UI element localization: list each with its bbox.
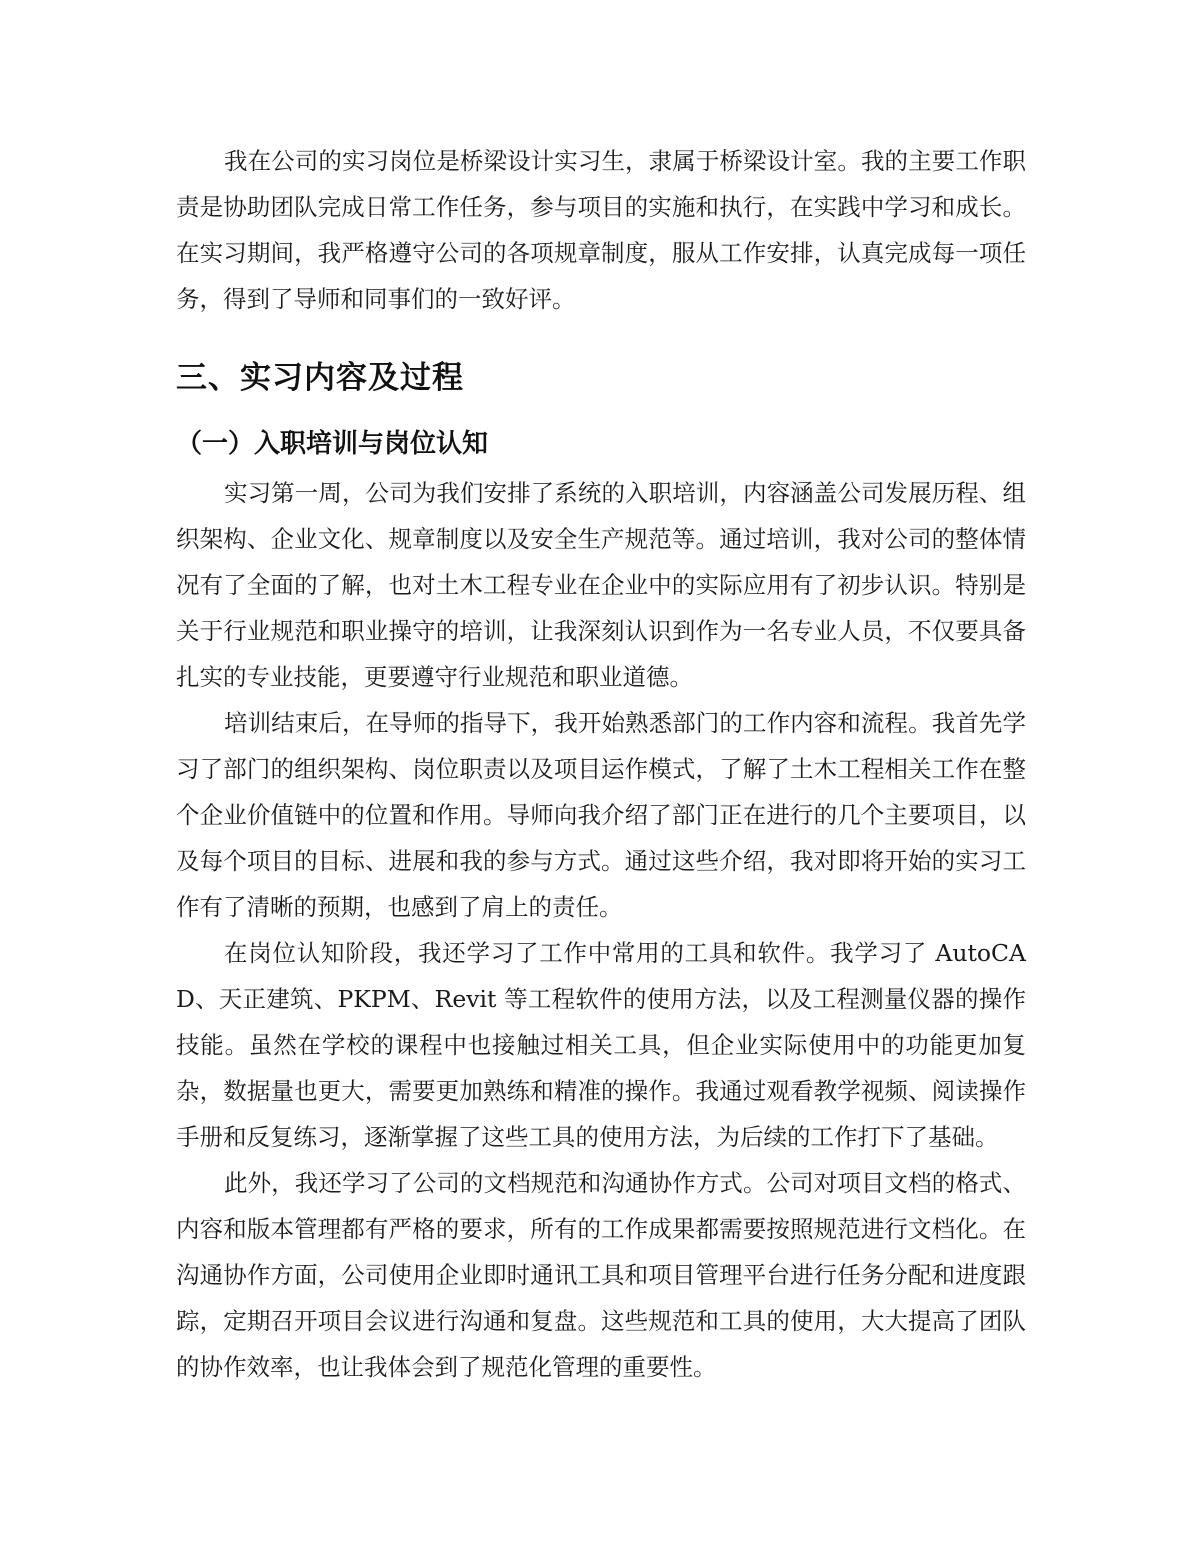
body-paragraph: 实习第一周，公司为我们安排了系统的入职培训，内容涵盖公司发展历程、组织架构、企业文化、规章制度以及安全生产规范等。通过培训，我对公司的整体情况有了全面的了解，也对土木工程专业在企业中的实际应用有了初步认识。特别是关于行业规范和职业操守的培训，让我深刻认识到作为一名专业人员，不仅要具备扎实的专业技能，更要遵守行业规范和职业道德。	[176, 479, 1026, 691]
document-body	[176, 138, 1026, 1390]
body-paragraph: 培训结束后，在导师的指导下，我开始熟悉部门的工作内容和流程。我首先学习了部门的组织架构、岗位职责以及项目运作模式，了解了土木工程相关工作在整个企业价值链中的位置和作用。导师向我介绍了部门正在进行的几个主要项目，以及每个项目的目标、进展和我的参与方式。通过这些介绍，我对即将开始的实习工作有了清晰的预期，也感到了肩上的责任。	[176, 709, 1026, 921]
section-heading: 三、实习内容及过程	[176, 360, 464, 396]
intro-paragraph: 我在公司的实习岗位是桥梁设计实习生，隶属于桥梁设计室。我的主要工作职责是协助团队完成日常工作任务，参与项目的实施和执行，在实践中学习和成长。在实习期间，我严格遵守公司的各项规章制度，服从工作安排，认真完成每一项任务，得到了导师和同事们的一致好评。	[176, 147, 1026, 313]
body-paragraph: 在岗位认知阶段，我还学习了工作中常用的工具和软件。我学习了 AutoCAD、天正建筑、PKPM、Revit 等工程软件的使用方法，以及工程测量仪器的操作技能。虽然在学校的课程中也接触过相关工具，但企业实际使用中的功能更加复杂，数据量也更大，需要更加熟练和精准的操作。我通过观看教学视频、阅读操作手册和反复练习，逐渐掌握了这些工具的使用方法，为后续的工作打下了基础。	[176, 939, 1026, 1151]
body-paragraph: 此外，我还学习了公司的文档规范和沟通协作方式。公司对项目文档的格式、内容和版本管理都有严格的要求，所有的工作成果都需要按照规范进行文档化。在沟通协作方面，公司使用企业即时通讯工具和项目管理平台进行任务分配和进度跟踪，定期召开项目会议进行沟通和复盘。这些规范和工具的使用，大大提高了团队的协作效率，也让我体会到了规范化管理的重要性。	[176, 1169, 1026, 1381]
subsection-heading: （一）入职培训与岗位认知	[176, 429, 489, 459]
